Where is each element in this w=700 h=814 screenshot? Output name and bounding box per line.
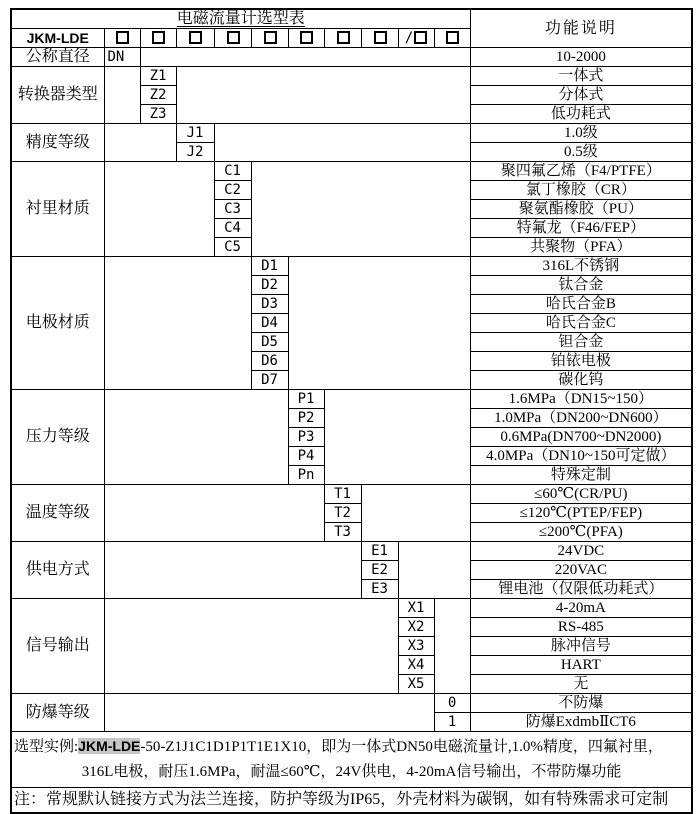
option-desc: 锂电池（仅限低功耗式） (470, 580, 692, 599)
spacer-cell (214, 124, 470, 162)
group-label-temperature: 温度等级 (11, 485, 104, 542)
model-checkbox-cell-ex[interactable] (434, 29, 470, 48)
spacer-cell (104, 162, 214, 257)
checkbox-icon (116, 31, 129, 44)
checkbox-icon (227, 31, 240, 44)
option-desc: 聚四氟乙烯（F4/PTFE） (470, 162, 692, 181)
option-code: DN (104, 48, 140, 67)
option-desc: 铂铱电极 (470, 352, 692, 371)
option-code: D1 (251, 257, 288, 276)
option-desc: 防爆ExdmbⅡCT6 (470, 713, 692, 732)
model-checkbox-cell-j[interactable] (176, 29, 214, 48)
option-code: C4 (214, 219, 251, 238)
option-desc: 聚氨酯橡胶（PU） (470, 200, 692, 219)
option-code: C1 (214, 162, 251, 181)
option-desc: 共聚物（PFA） (470, 238, 692, 257)
spacer-cell (361, 485, 470, 542)
option-code: J1 (176, 124, 214, 143)
option-desc: ≤120℃(PTEP/FEP) (470, 504, 692, 523)
option-code: D5 (251, 333, 288, 352)
option-desc: 钽合金 (470, 333, 692, 352)
model-checkbox-cell-e[interactable] (361, 29, 398, 48)
spacer-cell (288, 257, 470, 390)
option-code: D4 (251, 314, 288, 333)
example-prefix: 选型实例: (14, 739, 79, 755)
option-code: T2 (324, 504, 361, 523)
option-desc: 碳化钨 (470, 371, 692, 390)
option-desc: 哈氏合金C (470, 314, 692, 333)
spacer-cell (104, 124, 176, 162)
option-desc: 特氟龙（F46/FEP） (470, 219, 692, 238)
option-desc: ≤200℃(PFA) (470, 523, 692, 542)
option-desc: 脉冲信号 (470, 637, 692, 656)
checkbox-icon (264, 31, 277, 44)
model-checkbox-cell-t[interactable] (324, 29, 361, 48)
slash-text: / (404, 30, 414, 46)
example-line1 (14, 734, 689, 760)
group-label-explosion: 防爆等级 (11, 694, 104, 732)
group-label-converter: 转换器类型 (11, 67, 104, 124)
spacer-cell (104, 67, 140, 124)
spacer-cell (434, 599, 470, 694)
option-code: X1 (398, 599, 434, 618)
option-desc: HART (470, 656, 692, 675)
option-code: P3 (288, 428, 324, 447)
option-code: Pn (288, 466, 324, 485)
spacer-cell (398, 542, 470, 599)
option-desc: 220VAC (470, 561, 692, 580)
option-desc: 哈氏合金B (470, 295, 692, 314)
spacer-cell (251, 162, 470, 257)
option-desc: 一体式 (470, 67, 692, 86)
group-label-power: 供电方式 (11, 542, 104, 599)
option-code: X3 (398, 637, 434, 656)
model-checkbox-cell-d[interactable] (251, 29, 288, 48)
option-code: D3 (251, 295, 288, 314)
table-title-cell (11, 9, 470, 29)
model-prefix: JKM-LDE (11, 29, 104, 48)
option-code: X5 (398, 675, 434, 694)
option-code: Z3 (140, 105, 176, 124)
option-code: C3 (214, 200, 251, 219)
option-code: X4 (398, 656, 434, 675)
function-header: 功能说明 (470, 9, 692, 48)
model-checkbox-cell-p[interactable] (288, 29, 324, 48)
option-code: P2 (288, 409, 324, 428)
spacer-cell (104, 599, 398, 694)
spacer-cell (176, 67, 470, 124)
spacer-cell (104, 485, 324, 542)
option-desc: 无 (470, 675, 692, 694)
checkbox-icon (337, 31, 350, 44)
option-desc: 低功耗式 (470, 105, 692, 124)
spacer-cell (140, 48, 470, 67)
group-label-electrode: 电极材质 (11, 257, 104, 390)
option-code: P4 (288, 447, 324, 466)
option-desc: 4-20mA (470, 599, 692, 618)
selection-table (10, 8, 693, 814)
option-code: D2 (251, 276, 288, 295)
example-model-highlight: JKM-LDE (78, 738, 141, 754)
option-code: C2 (214, 181, 251, 200)
option-desc: ≤60℃(CR/PU) (470, 485, 692, 504)
option-desc: 0.5级 (470, 143, 692, 162)
option-code: E2 (361, 561, 398, 580)
option-code: E3 (361, 580, 398, 599)
note-text: 注：常规默认链接方式为法兰连接，防护等级为IP65，外壳材料为碳钢，如有特殊需求可定制 (11, 788, 692, 814)
option-code: D6 (251, 352, 288, 371)
option-desc: 不防爆 (470, 694, 692, 713)
option-desc: RS-485 (470, 618, 692, 637)
option-code: D7 (251, 371, 288, 390)
option-code: 0 (434, 694, 470, 713)
checkbox-icon (374, 31, 387, 44)
option-code: J2 (176, 143, 214, 162)
option-desc: 1.6MPa（DN15~150） (470, 390, 692, 409)
option-code: T1 (324, 485, 361, 504)
option-code: 1 (434, 713, 470, 732)
group-label-liner: 衬里材质 (11, 162, 104, 257)
spacer-cell (104, 694, 434, 732)
option-desc: 316L不锈钢 (470, 257, 692, 276)
model-checkbox-cell-z[interactable] (140, 29, 176, 48)
spacer-cell (104, 257, 251, 390)
group-label-pressure: 压力等级 (11, 390, 104, 485)
checkbox-icon (189, 31, 202, 44)
option-code: C5 (214, 238, 251, 257)
spacer-cell (104, 542, 361, 599)
checkbox-icon (414, 31, 427, 44)
option-code: E1 (361, 542, 398, 561)
model-checkbox-cell-c[interactable] (214, 29, 251, 48)
model-checkbox-cell-x[interactable] (398, 29, 434, 48)
checkbox-icon (152, 31, 165, 44)
option-code: Z1 (140, 67, 176, 86)
option-code: X2 (398, 618, 434, 637)
option-desc: 4.0MPa（DN10~150可定做） (470, 447, 692, 466)
option-desc: 分体式 (470, 86, 692, 105)
spacer-cell (324, 390, 470, 485)
group-label-diameter: 公称直径 (11, 48, 104, 67)
selection-example (11, 732, 692, 788)
option-desc: 1.0级 (470, 124, 692, 143)
spacer-cell (104, 390, 288, 485)
example-rest: -50-Z1J1C1D1P1T1E1X10，即为一体式DN50电磁流量计,1.0%精度，四氟衬里， (140, 739, 663, 755)
option-desc: 1.0MPa（DN200~DN600） (470, 409, 692, 428)
option-code: Z2 (140, 86, 176, 105)
group-label-accuracy: 精度等级 (11, 124, 104, 162)
checkbox-icon (300, 31, 313, 44)
option-desc: 10-2000 (470, 48, 692, 67)
option-code: P1 (288, 390, 324, 409)
option-code: T3 (324, 523, 361, 542)
option-desc: 0.6MPa(DN700~DN2000) (470, 428, 692, 447)
option-desc: 氯丁橡胶（CR） (470, 181, 692, 200)
option-desc: 钛合金 (470, 276, 692, 295)
example-line2: 316L电极，耐压1.6MPa，耐温≤60℃，24V供电，4-20mA信号输出，不带防爆功能 (81, 764, 622, 780)
option-desc: 24VDC (470, 542, 692, 561)
table-title: 电磁流量计选型表 (176, 10, 305, 27)
group-label-signal: 信号输出 (11, 599, 104, 694)
option-desc: 特殊定制 (470, 466, 692, 485)
checkbox-icon (446, 31, 459, 44)
model-checkbox-cell-dn[interactable] (104, 29, 140, 48)
